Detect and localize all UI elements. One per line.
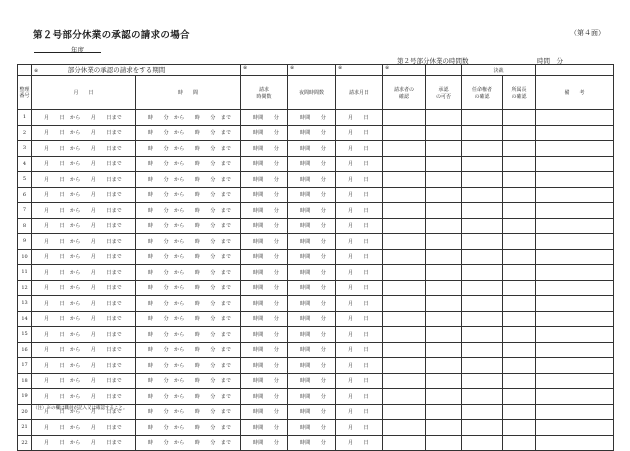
date-range-field[interactable]: 月 日 から 月 日まで <box>32 187 136 203</box>
time-range-field[interactable]: 時 分 から 時 分 まで <box>136 296 241 312</box>
requester-confirm-field[interactable] <box>383 125 426 141</box>
request-date-field[interactable]: 月 日 <box>336 187 383 203</box>
requester-confirm-field[interactable] <box>383 249 426 265</box>
date-range-field[interactable]: 月 日 から 月 日まで <box>32 342 136 358</box>
remarks-field[interactable] <box>536 280 614 296</box>
table-row <box>18 435 614 451</box>
remarks-field[interactable] <box>536 373 614 389</box>
row-number: 14 <box>18 311 32 327</box>
dept-head-confirm-field[interactable] <box>503 218 536 234</box>
time-range-field[interactable]: 時 分 から 時 分 まで <box>136 203 241 219</box>
table-row <box>18 187 614 203</box>
night-hours-field[interactable]: 時間 分 <box>288 141 336 157</box>
request-date-field[interactable]: 月 日 <box>336 420 383 436</box>
appointer-confirm-field[interactable] <box>462 203 503 219</box>
time-range-field[interactable]: 時 分 から 時 分 まで <box>136 265 241 281</box>
appointer-confirm-field[interactable] <box>462 296 503 312</box>
period-header-label: 部分休業の承認の請求をする期間 <box>67 66 166 74</box>
dept-head-confirm-field[interactable] <box>503 249 536 265</box>
approval-field[interactable] <box>426 156 462 172</box>
request-hours-field[interactable]: 時間 分 <box>241 342 288 358</box>
request-hours-field[interactable]: 時間 分 <box>241 156 288 172</box>
remarks-top <box>536 65 614 76</box>
date-range-field[interactable]: 月 日 から 月 日まで <box>32 327 136 343</box>
appointer-confirm-field[interactable] <box>462 342 503 358</box>
request-date-field[interactable]: 月 日 <box>336 172 383 188</box>
time-range-field[interactable]: 時 分 から 時 分 まで <box>136 404 241 420</box>
requester-confirm-field[interactable] <box>383 435 426 451</box>
approval-field[interactable] <box>426 311 462 327</box>
remarks-field[interactable] <box>536 156 614 172</box>
request-hours-field[interactable]: 時間 分 <box>241 141 288 157</box>
requester-confirm-field[interactable] <box>383 156 426 172</box>
table-row <box>18 280 614 296</box>
dept-head-confirm-field[interactable] <box>503 420 536 436</box>
dept-head-confirm-field[interactable] <box>503 172 536 188</box>
requester-confirm-field[interactable] <box>383 373 426 389</box>
date-range-field[interactable]: 月 日 から 月 日まで <box>32 404 136 420</box>
row-number: 2 <box>18 125 32 141</box>
appointer-confirm-field[interactable] <box>462 234 503 250</box>
appointer-confirm-field[interactable] <box>462 265 503 281</box>
row-number: 8 <box>18 218 32 234</box>
dept-head-confirm-field[interactable] <box>503 327 536 343</box>
night-hours-field[interactable]: 時間 分 <box>288 125 336 141</box>
approval-field[interactable] <box>426 172 462 188</box>
request-date-field[interactable]: 月 日 <box>336 358 383 374</box>
remarks-field[interactable] <box>536 218 614 234</box>
dept-head-confirm-field[interactable] <box>503 187 536 203</box>
approval-field[interactable] <box>426 203 462 219</box>
night-hours-field[interactable]: 時間 分 <box>288 203 336 219</box>
request-hours-field[interactable]: 時間 分 <box>241 218 288 234</box>
night-hours-field[interactable]: 時間 分 <box>288 280 336 296</box>
approval-field[interactable] <box>426 358 462 374</box>
remarks-header: 備 考 <box>536 76 614 110</box>
request-date-mark: ※ <box>336 65 383 76</box>
appointer-confirm-field[interactable] <box>462 125 503 141</box>
requester-confirm-field[interactable] <box>383 389 426 405</box>
dept-head-confirm-field[interactable] <box>503 342 536 358</box>
footnote: （注）※の欄は職員が記入又は確認すること。 <box>33 406 128 411</box>
appointer-confirm-field[interactable] <box>462 420 503 436</box>
appointer-confirm-field[interactable] <box>462 110 503 126</box>
requester-confirm-field[interactable] <box>383 296 426 312</box>
time-range-field[interactable]: 時 分 から 時 分 まで <box>136 110 241 126</box>
time-range-field[interactable]: 時 分 から 時 分 まで <box>136 218 241 234</box>
appointer-confirm-field[interactable] <box>462 172 503 188</box>
approval-header: 承認 の可否 <box>426 76 462 110</box>
date-range-field[interactable]: 月 日 から 月 日まで <box>32 311 136 327</box>
date-range-field[interactable]: 月 日 から 月 日まで <box>32 280 136 296</box>
row-number: 3 <box>18 141 32 157</box>
table-row <box>18 389 614 405</box>
night-hours-header: 夜間時間数 <box>288 76 336 110</box>
row-number: 20 <box>18 404 32 420</box>
approval-top <box>426 65 462 76</box>
requester-confirm-field[interactable] <box>383 342 426 358</box>
requester-confirm-field[interactable] <box>383 187 426 203</box>
table-row <box>18 420 614 436</box>
request-hours-field[interactable]: 時間 分 <box>241 420 288 436</box>
page-number: （第４面） <box>570 29 605 37</box>
time-range-field[interactable]: 時 分 から 時 分 まで <box>136 358 241 374</box>
request-date-field[interactable]: 月 日 <box>336 110 383 126</box>
requester-confirm-field[interactable] <box>383 234 426 250</box>
remarks-field[interactable] <box>536 311 614 327</box>
approval-field[interactable] <box>426 296 462 312</box>
night-hours-field[interactable]: 時間 分 <box>288 172 336 188</box>
request-date-field[interactable]: 月 日 <box>336 404 383 420</box>
remarks-field[interactable] <box>536 420 614 436</box>
time-range-field[interactable]: 時 分 から 時 分 まで <box>136 327 241 343</box>
year-underline <box>34 52 101 53</box>
approval-field[interactable] <box>426 125 462 141</box>
table-row <box>18 125 614 141</box>
approval-field[interactable] <box>426 249 462 265</box>
year-label: 年度 <box>71 46 84 54</box>
dept-head-confirm-field[interactable] <box>503 280 536 296</box>
table-row <box>18 203 614 219</box>
table-row <box>18 358 614 374</box>
row-number: 17 <box>18 358 32 374</box>
time-header: 時 間 <box>136 76 241 110</box>
dept-head-confirm-field[interactable] <box>503 389 536 405</box>
night-hours-field[interactable]: 時間 分 <box>288 420 336 436</box>
approval-field[interactable] <box>426 327 462 343</box>
date-range-field[interactable]: 月 日 から 月 日まで <box>32 125 136 141</box>
requester-confirm-field[interactable] <box>383 311 426 327</box>
remarks-field[interactable] <box>536 404 614 420</box>
date-header: 月 日 <box>32 76 136 110</box>
request-date-field[interactable]: 月 日 <box>336 203 383 219</box>
approval-field[interactable] <box>426 342 462 358</box>
approval-field[interactable] <box>426 234 462 250</box>
date-range-field[interactable]: 月 日 から 月 日まで <box>32 249 136 265</box>
appointer-confirm-field[interactable] <box>462 249 503 265</box>
time-range-field[interactable]: 時 分 から 時 分 まで <box>136 172 241 188</box>
remarks-field[interactable] <box>536 141 614 157</box>
night-hours-field[interactable]: 時間 分 <box>288 311 336 327</box>
night-hours-field[interactable]: 時間 分 <box>288 342 336 358</box>
request-date-field[interactable]: 月 日 <box>336 327 383 343</box>
appointer-confirm-field[interactable] <box>462 358 503 374</box>
night-hours-field[interactable]: 時間 分 <box>288 373 336 389</box>
request-hours-field[interactable]: 時間 分 <box>241 110 288 126</box>
date-range-field[interactable]: 月 日 から 月 日まで <box>32 296 136 312</box>
row-number: 19 <box>18 389 32 405</box>
row-number: 18 <box>18 373 32 389</box>
remarks-field[interactable] <box>536 249 614 265</box>
request-date-header: 請求月日 <box>336 76 383 110</box>
appointer-confirm-field[interactable] <box>462 280 503 296</box>
appointer-confirm-field[interactable] <box>462 218 503 234</box>
row-number: 13 <box>18 296 32 312</box>
date-range-field[interactable]: 月 日 から 月 日まで <box>32 435 136 451</box>
table-row <box>18 110 614 126</box>
request-date-field[interactable]: 月 日 <box>336 389 383 405</box>
night-hours-field[interactable]: 時間 分 <box>288 249 336 265</box>
mark-symbol: ※ <box>34 68 39 74</box>
dept-head-confirm-field[interactable] <box>503 373 536 389</box>
row-number: 11 <box>18 265 32 281</box>
approval-field[interactable] <box>426 404 462 420</box>
night-hours-field[interactable]: 時間 分 <box>288 327 336 343</box>
row-number: 9 <box>18 234 32 250</box>
appointer-confirm-field[interactable] <box>462 141 503 157</box>
approval-field[interactable] <box>426 110 462 126</box>
remarks-field[interactable] <box>536 125 614 141</box>
request-date-field[interactable]: 月 日 <box>336 265 383 281</box>
request-hours-field[interactable]: 時間 分 <box>241 265 288 281</box>
row-number: 21 <box>18 420 32 436</box>
approval-field[interactable] <box>426 141 462 157</box>
remarks-field[interactable] <box>536 296 614 312</box>
request-hours-field[interactable]: 時間 分 <box>241 373 288 389</box>
time-range-field[interactable]: 時 分 から 時 分 まで <box>136 435 241 451</box>
appointer-confirm-field[interactable] <box>462 404 503 420</box>
table-row <box>18 265 614 281</box>
night-hours-field[interactable]: 時間 分 <box>288 389 336 405</box>
dept-head-confirm-field[interactable] <box>503 125 536 141</box>
date-range-field[interactable]: 月 日 から 月 日まで <box>32 265 136 281</box>
date-range-field[interactable]: 月 日 から 月 日まで <box>32 156 136 172</box>
request-hours-field[interactable]: 時間 分 <box>241 296 288 312</box>
request-hours-field[interactable]: 時間 分 <box>241 280 288 296</box>
table-row <box>18 296 614 312</box>
row-number: 4 <box>18 156 32 172</box>
dept-head-confirm-header: 所属長 の確認 <box>503 76 536 110</box>
time-range-field[interactable]: 時 分 から 時 分 まで <box>136 280 241 296</box>
approval-field[interactable] <box>426 187 462 203</box>
date-range-field[interactable]: 月 日 から 月 日まで <box>32 389 136 405</box>
approval-field[interactable] <box>426 435 462 451</box>
request-date-field[interactable]: 月 日 <box>336 156 383 172</box>
request-date-field[interactable]: 月 日 <box>336 125 383 141</box>
request-date-field[interactable]: 月 日 <box>336 218 383 234</box>
approval-field[interactable] <box>426 280 462 296</box>
night-hours-field[interactable]: 時間 分 <box>288 358 336 374</box>
remarks-field[interactable] <box>536 203 614 219</box>
time-range-field[interactable]: 時 分 から 時 分 まで <box>136 234 241 250</box>
request-date-field[interactable]: 月 日 <box>336 435 383 451</box>
dept-head-confirm-field[interactable] <box>503 404 536 420</box>
date-range-field[interactable]: 月 日 から 月 日まで <box>32 373 136 389</box>
remarks-field[interactable] <box>536 358 614 374</box>
dept-head-confirm-field[interactable] <box>503 110 536 126</box>
request-hours-field[interactable]: 時間 分 <box>241 311 288 327</box>
night-hours-field[interactable]: 時間 分 <box>288 187 336 203</box>
night-hours-field[interactable]: 時間 分 <box>288 404 336 420</box>
approval-field[interactable] <box>426 420 462 436</box>
approval-field[interactable] <box>426 265 462 281</box>
dept-head-confirm-field[interactable] <box>503 358 536 374</box>
request-date-field[interactable]: 月 日 <box>336 249 383 265</box>
dept-head-confirm-field[interactable] <box>503 435 536 451</box>
appointer-confirm-field[interactable] <box>462 327 503 343</box>
night-hours-field[interactable]: 時間 分 <box>288 218 336 234</box>
table-row <box>18 327 614 343</box>
decision-header: 決裁 <box>462 65 536 76</box>
request-date-field[interactable]: 月 日 <box>336 311 383 327</box>
time-range-field[interactable]: 時 分 から 時 分 まで <box>136 249 241 265</box>
requester-confirm-header: 請求者の 確認 <box>383 76 426 110</box>
appointer-confirm-field[interactable] <box>462 373 503 389</box>
requester-confirm-field[interactable] <box>383 172 426 188</box>
remarks-field[interactable] <box>536 389 614 405</box>
row-number: 5 <box>18 172 32 188</box>
requester-confirm-field[interactable] <box>383 265 426 281</box>
request-hours-field[interactable]: 時間 分 <box>241 358 288 374</box>
request-date-field[interactable]: 月 日 <box>336 342 383 358</box>
date-range-field[interactable]: 月 日 から 月 日まで <box>32 203 136 219</box>
date-range-field[interactable]: 月 日 から 月 日まで <box>32 141 136 157</box>
time-range-field[interactable]: 時 分 から 時 分 まで <box>136 342 241 358</box>
form-title: 第２号部分休業の承認の請求の場合 <box>33 30 190 41</box>
request-hours-field[interactable]: 時間 分 <box>241 435 288 451</box>
leave-request-table <box>17 64 614 451</box>
time-range-field[interactable]: 時 分 から 時 分 まで <box>136 420 241 436</box>
remarks-field[interactable] <box>536 265 614 281</box>
time-range-field[interactable]: 時 分 から 時 分 まで <box>136 389 241 405</box>
remarks-field[interactable] <box>536 172 614 188</box>
remarks-field[interactable] <box>536 435 614 451</box>
remarks-field[interactable] <box>536 187 614 203</box>
request-hours-field[interactable]: 時間 分 <box>241 172 288 188</box>
appointer-confirm-field[interactable] <box>462 156 503 172</box>
time-range-field[interactable]: 時 分 から 時 分 まで <box>136 187 241 203</box>
dept-head-confirm-field[interactable] <box>503 141 536 157</box>
night-hours-field[interactable]: 時間 分 <box>288 296 336 312</box>
dept-head-confirm-field[interactable] <box>503 265 536 281</box>
row-number-header: 整理 番号 <box>18 76 32 110</box>
date-range-field[interactable]: 月 日 から 月 日まで <box>32 234 136 250</box>
request-hours-field[interactable]: 時間 分 <box>241 203 288 219</box>
table-row <box>18 172 614 188</box>
request-hours-header: 請求 時間数 <box>241 76 288 110</box>
row-number: 15 <box>18 327 32 343</box>
request-date-field[interactable]: 月 日 <box>336 296 383 312</box>
date-range-field[interactable]: 月 日 から 月 日まで <box>32 218 136 234</box>
request-hours-field[interactable]: 時間 分 <box>241 327 288 343</box>
row-number: 22 <box>18 435 32 451</box>
confirm-mark: ※ <box>383 65 426 76</box>
table-row <box>18 342 614 358</box>
night-hours-mark: ※ <box>288 65 336 76</box>
time-range-field[interactable]: 時 分 から 時 分 まで <box>136 311 241 327</box>
approval-field[interactable] <box>426 373 462 389</box>
requester-confirm-field[interactable] <box>383 404 426 420</box>
request-date-field[interactable]: 月 日 <box>336 280 383 296</box>
table-row <box>18 141 614 157</box>
table-row <box>18 373 614 389</box>
table-row <box>18 311 614 327</box>
time-range-field[interactable]: 時 分 から 時 分 まで <box>136 373 241 389</box>
requester-confirm-field[interactable] <box>383 280 426 296</box>
table-row <box>18 156 614 172</box>
date-range-field[interactable]: 月 日 から 月 日まで <box>32 110 136 126</box>
request-hours-field[interactable]: 時間 分 <box>241 234 288 250</box>
night-hours-field[interactable]: 時間 分 <box>288 435 336 451</box>
night-hours-field[interactable]: 時間 分 <box>288 234 336 250</box>
night-hours-field[interactable]: 時間 分 <box>288 265 336 281</box>
date-range-field[interactable]: 月 日 から 月 日まで <box>32 172 136 188</box>
requester-confirm-field[interactable] <box>383 110 426 126</box>
appointer-confirm-field[interactable] <box>462 311 503 327</box>
row-number: 7 <box>18 203 32 219</box>
remarks-field[interactable] <box>536 234 614 250</box>
requester-confirm-field[interactable] <box>383 203 426 219</box>
night-hours-field[interactable]: 時間 分 <box>288 156 336 172</box>
period-header <box>32 65 241 76</box>
time-range-field[interactable]: 時 分 から 時 分 まで <box>136 156 241 172</box>
dept-head-confirm-field[interactable] <box>503 234 536 250</box>
row-number: 12 <box>18 280 32 296</box>
hours-total-label: 第２号部分休業の時間数 <box>397 57 469 65</box>
time-range-field[interactable]: 時 分 から 時 分 まで <box>136 125 241 141</box>
requester-confirm-field[interactable] <box>383 358 426 374</box>
remarks-field[interactable] <box>536 327 614 343</box>
requester-confirm-field[interactable] <box>383 420 426 436</box>
remarks-field[interactable] <box>536 342 614 358</box>
row-number: 16 <box>18 342 32 358</box>
request-hours-field[interactable]: 時間 分 <box>241 404 288 420</box>
request-date-field[interactable]: 月 日 <box>336 373 383 389</box>
request-hours-field[interactable]: 時間 分 <box>241 125 288 141</box>
dept-head-confirm-field[interactable] <box>503 203 536 219</box>
date-range-field[interactable]: 月 日 から 月 日まで <box>32 420 136 436</box>
appointer-confirm-field[interactable] <box>462 389 503 405</box>
request-hours-mark: ※ <box>241 65 288 76</box>
appointer-confirm-header: 任命権者 の確認 <box>462 76 503 110</box>
dept-head-confirm-field[interactable] <box>503 311 536 327</box>
request-hours-field[interactable]: 時間 分 <box>241 249 288 265</box>
hours-total-unit: 時間 分 <box>537 57 563 65</box>
request-hours-field[interactable]: 時間 分 <box>241 389 288 405</box>
remarks-field[interactable] <box>536 110 614 126</box>
table-row <box>18 234 614 250</box>
requester-confirm-field[interactable] <box>383 141 426 157</box>
row-number: 10 <box>18 249 32 265</box>
row-number: 6 <box>18 187 32 203</box>
dept-head-confirm-field[interactable] <box>503 296 536 312</box>
table-row <box>18 218 614 234</box>
mark-cell <box>18 65 32 76</box>
appointer-confirm-field[interactable] <box>462 435 503 451</box>
table-row <box>18 249 614 265</box>
request-date-field[interactable]: 月 日 <box>336 141 383 157</box>
night-hours-field[interactable]: 時間 分 <box>288 110 336 126</box>
date-range-field[interactable]: 月 日 から 月 日まで <box>32 358 136 374</box>
approval-field[interactable] <box>426 389 462 405</box>
requester-confirm-field[interactable] <box>383 327 426 343</box>
request-hours-field[interactable]: 時間 分 <box>241 187 288 203</box>
request-date-field[interactable]: 月 日 <box>336 234 383 250</box>
appointer-confirm-field[interactable] <box>462 187 503 203</box>
dept-head-confirm-field[interactable] <box>503 156 536 172</box>
requester-confirm-field[interactable] <box>383 218 426 234</box>
time-range-field[interactable]: 時 分 から 時 分 まで <box>136 141 241 157</box>
row-number: 1 <box>18 110 32 126</box>
approval-field[interactable] <box>426 218 462 234</box>
